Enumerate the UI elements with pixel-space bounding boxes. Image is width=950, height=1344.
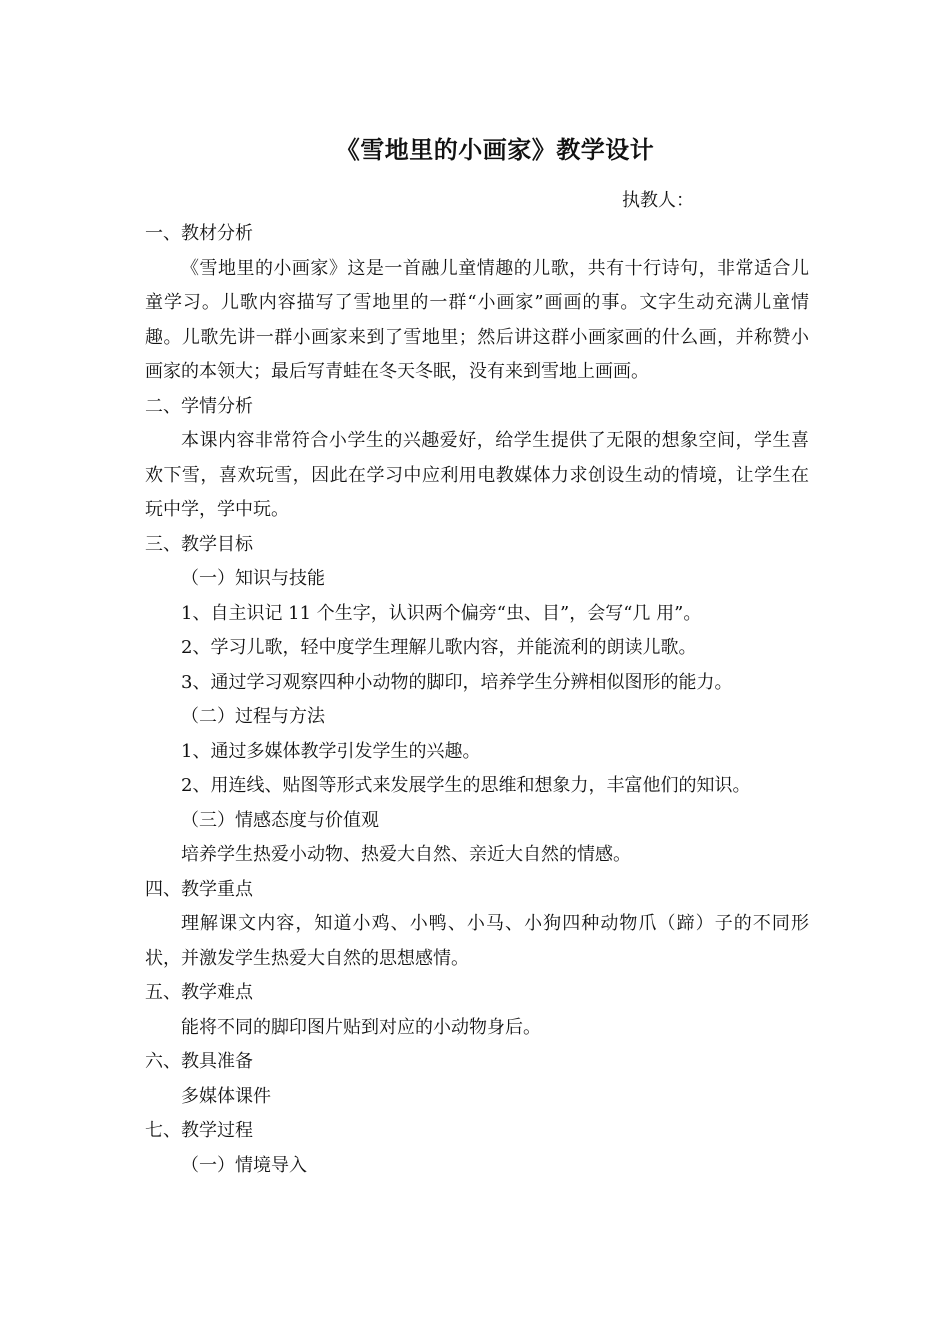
paragraph: 理解课文内容，知道小鸡、小鸭、小马、小狗四种动物爪（蹄）子的不同形状，并激发学生热爱大自然的思想感情。 — [145, 913, 809, 969]
subsection-heading: （一）知识与技能 — [181, 568, 325, 589]
list-item: 1、自主识记 11 个生字，认识两个偏旁“虫、目”，会写“几 用”。 — [181, 602, 702, 624]
list-item: 1、通过多媒体教学引发学生的兴趣。 — [181, 740, 481, 762]
section-heading: 七、教学过程 — [145, 1120, 253, 1141]
section-heading: 一、教材分析 — [145, 223, 253, 244]
section-heading: 六、教具准备 — [145, 1051, 253, 1072]
author-label: 执教人： — [622, 190, 694, 211]
list-item: 培养学生热爱小动物、热爱大自然、亲近大自然的情感。 — [181, 844, 631, 865]
subsection-heading: （二）过程与方法 — [181, 706, 325, 727]
section-heading: 四、教学重点 — [145, 878, 253, 900]
list-item: 3、通过学习观察四种小动物的脚印，培养学生分辨相似图形的能力。 — [181, 671, 733, 693]
paragraph: 《雪地里的小画家》这是一首融儿童情趣的儿歌，共有十行诗句，非常适合儿童学习。儿歌内容描写了雪地里的一群“小画家”画画的事。文字生动充满儿童情趣。儿歌先讲一群小画家来到了雪地里；然后讲这群小画家画的什么画，并称赞小画家的本领大；最后写青蛙在冬天冬眠，没有来到雪地上画画。 — [145, 257, 809, 382]
list-item: 2、学习儿歌，轻中度学生理解儿歌内容，并能流利的朗读儿歌。 — [181, 637, 697, 658]
paragraph: 能将不同的脚印图片贴到对应的小动物身后。 — [181, 1016, 541, 1038]
subsection-heading: （三）情感态度与价值观 — [181, 809, 379, 831]
section-heading: 五、教学难点 — [145, 982, 253, 1003]
subsection-heading: （一）情境导入 — [181, 1154, 307, 1176]
document-body — [145, 217, 809, 1183]
section-heading: 三、教学目标 — [145, 533, 253, 555]
paragraph: 多媒体课件 — [181, 1085, 271, 1107]
list-item: 2、用连线、贴图等形式来发展学生的思维和想象力，丰富他们的知识。 — [181, 775, 751, 796]
document-title: 《雪地里的小画家》教学设计 — [335, 136, 655, 164]
section-heading: 二、学情分析 — [145, 395, 253, 417]
paragraph: 本课内容非常符合小学生的兴趣爱好，给学生提供了无限的想象空间，学生喜欢下雪，喜欢玩雪，因此在学习中应利用电教媒体力求创设生动的情境，让学生在玩中学，学中玩。 — [145, 430, 809, 520]
